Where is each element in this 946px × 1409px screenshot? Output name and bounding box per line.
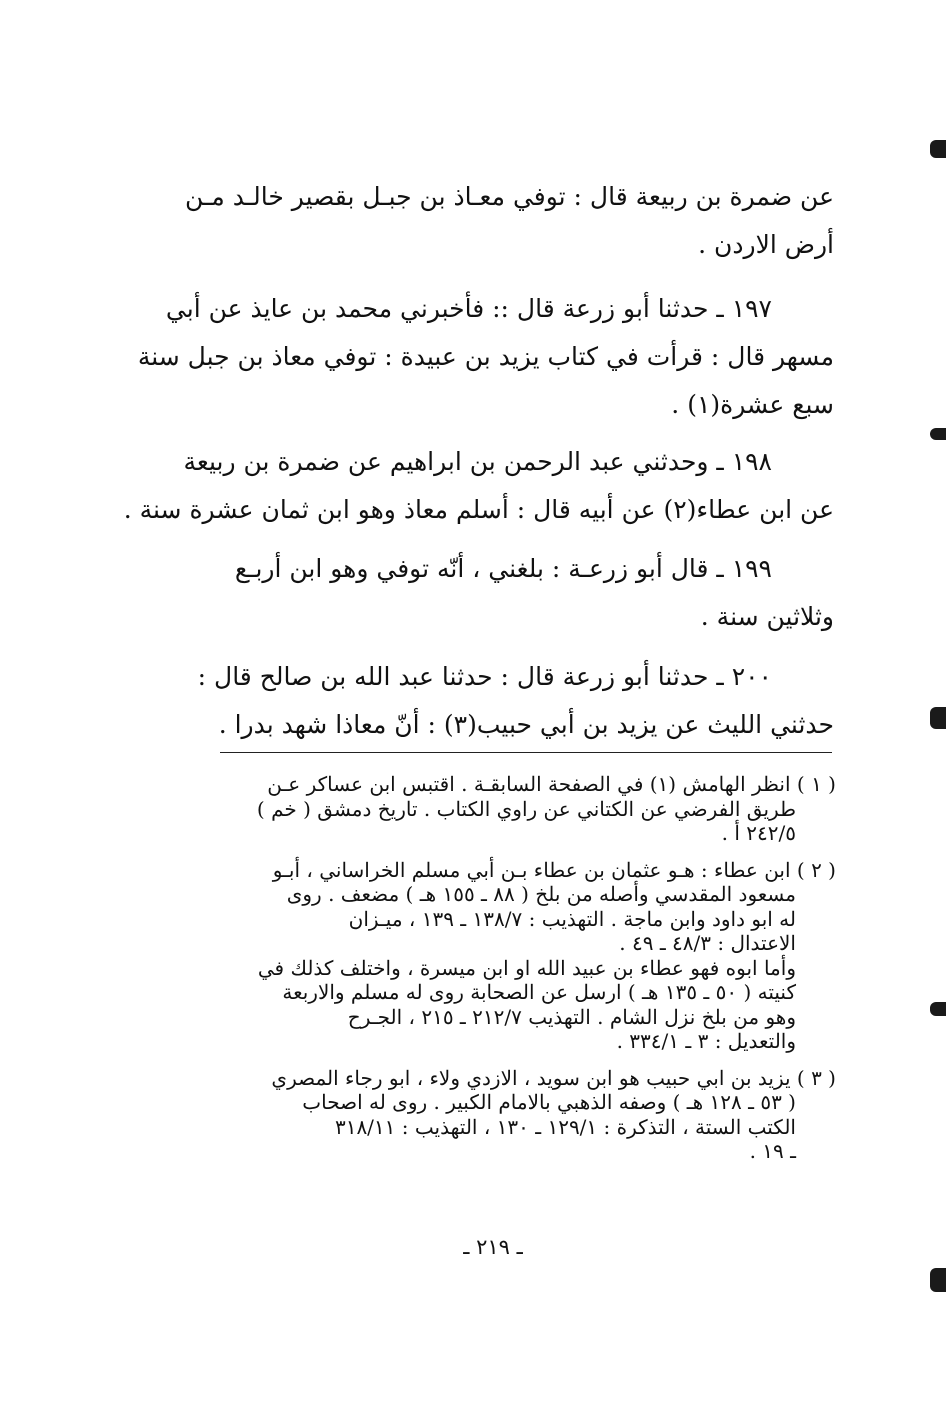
footnotes: [186, 772, 836, 1176]
footnote-1: [186, 772, 836, 846]
text-line: أرض الاردن .: [698, 230, 834, 259]
footnote-3: [186, 1066, 836, 1164]
footnote-line: كنيته ( ٥٠ ـ ١٣٥ هـ ) ارسل عن الصحابة روى له مسلم والاربعة: [282, 980, 796, 1004]
footnote-line: وأما ابوه فهو عطاء بن عبيد الله او ابن ميسرة ، واختلف كذلك في: [257, 955, 796, 980]
footnote-line: طريق الفرضي عن الكتاني عن راوي الكتاب . تاريخ دمشق ( خم ): [256, 796, 796, 821]
footnote-line: مسعود المقدسي وأصله من بلخ ( ٨٨ ـ ١٥٥ هـ ) مضعف . روى: [286, 882, 796, 906]
footnote-line: ٢٤٢/٥ أ .: [721, 821, 796, 845]
footnote-line: والتعديل : ٣ ـ ٣٣٤/١ .: [616, 1029, 796, 1053]
text-line: ١٩٧ ـ حدثنا أبو زرعة قال :: فأخبرني محمد بن عايذ عن أبي: [165, 294, 772, 323]
footnote-line: وهو من بلخ نزل الشام . التهذيب ٢١٢/٧ ـ ٢١٥ ، الجـرح: [347, 1004, 796, 1029]
footnote-separator: [220, 752, 832, 753]
footnote-line: ـ ١٩ .: [749, 1139, 796, 1163]
footnote-line: له ابو داود وابن ماجة . التهذيب : ١٣٨/٧ ـ ١٣٩ ، ميـزان: [348, 906, 796, 931]
text-line: ٢٠٠ ـ حدثنا أبو زرعة قال : حدثنا عبد الله بن صالح قال :: [197, 662, 772, 691]
page-number: ـ ٢١٩ ـ: [463, 1235, 523, 1259]
scan-edge-mark: [930, 1002, 946, 1016]
text-line: عن ضمرة بن ربيعة قال : توفي معـاذ بن جبـل بقصير خالـد مـن: [185, 182, 834, 211]
paragraph-200: [174, 653, 834, 749]
text-line: ١٩٨ ـ وحدثني عبد الرحمن بن ابراهيم عن ضمرة بن ربيعة: [183, 447, 772, 476]
paragraph-196-continuation: [174, 173, 834, 269]
scan-edge-mark: [930, 428, 946, 440]
footnote-2: [186, 858, 836, 1054]
scan-edge-mark: [930, 1268, 946, 1292]
text-line: سبع عشرة(١) .: [671, 390, 834, 419]
footnote-line: ( ١ ) انظر الهامش (١) في الصفحة السابقـة . اقتبس ابن عساكر عـن: [267, 772, 836, 796]
text-line: حدثني الليث عن يزيد بن أبي حبيب(٣) : أنّ معاذا شهد بدرا .: [218, 710, 834, 739]
text-line: مسهر قال : قرأت في كتاب يزيد بن عبيدة : توفي معاذ بن جبل سنة: [137, 342, 834, 371]
scan-edge-mark: [930, 707, 946, 729]
scan-edge-mark: [930, 140, 946, 158]
footnote-line: ( ٢ ) ابن عطاء : هـو عثمان بن عطاء بـن أبي مسلم الخراساني ، أبـو: [272, 857, 836, 882]
footnote-line: الاعتدال : ٤٨/٣ ـ ٤٩ .: [619, 931, 796, 955]
footnote-line: ( ٥٣ ـ ١٢٨ هـ ) وصفه الذهبي بالامام الكبير . روى له اصحاب: [302, 1090, 796, 1114]
paragraph-199: [174, 545, 834, 641]
paragraph-197: [137, 285, 834, 429]
footnote-line: الكتب الستة ، التذكرة : ١٢٩/١ ـ ١٣٠ ، التهذيب : ٣١٨/١١: [334, 1114, 796, 1139]
text-line: عن ابن عطاء(٢) عن أبيه قال : أسلم معاذ وهو ابن ثمان عشرة سنة .: [123, 495, 834, 524]
text-line: ١٩٩ ـ قال أبو زرعـة : بلغني ، أنّه توفي وهو ابن أربـع: [234, 554, 772, 583]
text-line: وثلاثين سنة .: [700, 602, 834, 631]
footnote-line: ( ٣ ) يزيد بن ابي حبيب هو ابن سويد ، الازدي ولاء ، ابو رجاء المصري: [271, 1065, 836, 1090]
paragraph-198: [123, 438, 834, 534]
